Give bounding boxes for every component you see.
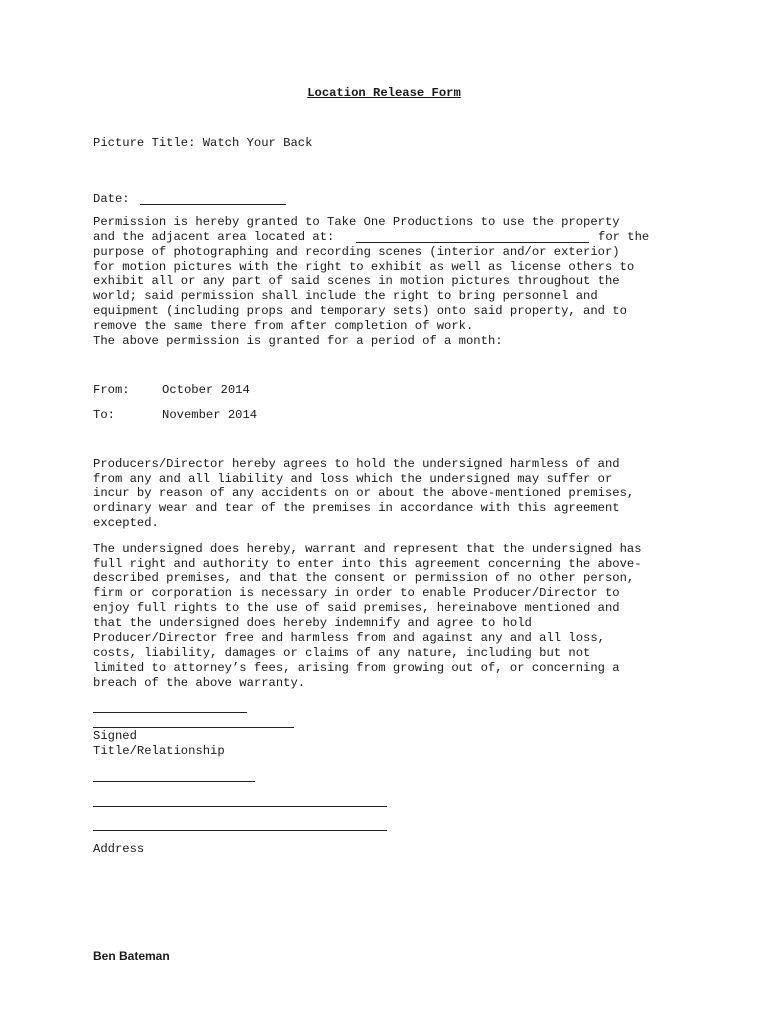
title-relationship-label: Title/Relationship	[93, 744, 225, 758]
permission-line-4: for motion pictures with the right to exhibit as well as license others to	[93, 260, 635, 274]
warrant-line-7: Producer/Director free and harmless from and against any and all loss,	[93, 631, 605, 645]
producer-line-2: from any and all liability and loss which the undersigned may suffer or	[93, 472, 613, 486]
to-label: To:	[93, 408, 115, 422]
from-value: October 2014	[162, 383, 250, 397]
document-title: Location Release Form	[307, 86, 461, 100]
producer-line-3: incur by reason of any accidents on or about the above-mentioned premises,	[93, 486, 635, 500]
warrant-line-2: full right and authority to enter into this agreement concerning the above-	[93, 557, 642, 571]
permission-line-6: world; said permission shall include the right to bring personnel and	[93, 289, 598, 303]
producer-line-5: excepted.	[93, 516, 159, 530]
signature-line-2	[93, 727, 294, 728]
picture-title: Picture Title: Watch Your Back	[93, 136, 313, 150]
from-label: From:	[93, 383, 130, 397]
signature-line-1	[93, 712, 247, 713]
producer-line-4: ordinary wear and tear of the premises in accordance with this agreement	[93, 501, 620, 515]
address-line-2	[93, 830, 387, 831]
permission-line-2: and the adjacent area located at:	[93, 230, 335, 244]
author-name: Ben Bateman	[93, 949, 170, 963]
address-label: Address	[93, 842, 145, 856]
warrant-line-3: described premises, and that the consent or permission of no other person,	[93, 571, 635, 585]
warrant-line-1: The undersigned does hereby, warrant and represent that the undersigned has	[93, 542, 642, 556]
permission-line-2-end: for the	[598, 230, 650, 244]
signed-label: Signed	[93, 729, 137, 743]
permission-line-8: remove the same there from after completion of work.	[93, 319, 474, 333]
permission-line-3: purpose of photographing and recording scenes (interior and/or exterior)	[93, 245, 620, 259]
permission-line-9: The above permission is granted for a period of a month:	[93, 334, 503, 348]
date-label: Date:	[93, 192, 130, 206]
warrant-line-9: limited to attorney’s fees, arising from growing out of, or concerning a	[93, 661, 620, 675]
warrant-line-5: enjoy full rights to the use of said premises, hereinabove mentioned and	[93, 601, 620, 615]
producer-line-1: Producers/Director hereby agrees to hold the undersigned harmless of and	[93, 457, 620, 471]
warrant-line-6: that the undersigned does hereby indemnify and agree to hold	[93, 616, 532, 630]
address-line-1	[93, 806, 387, 807]
to-value: November 2014	[162, 408, 258, 422]
warrant-line-4: firm or corporation is necessary in order to enable Producer/Director to	[93, 586, 620, 600]
location-address-line	[356, 242, 589, 243]
warrant-line-10: breach of the above warranty.	[93, 676, 306, 690]
permission-line-1: Permission is hereby granted to Take One Productions to use the property	[93, 215, 620, 229]
permission-line-7: equipment (including props and temporary sets) onto said property, and to	[93, 304, 627, 318]
permission-line-5: exhibit all or any part of said scenes in motion pictures throughout the	[93, 274, 620, 288]
warrant-line-8: costs, liability, damages or claims of any nature, including but not	[93, 646, 591, 660]
date-signature-line	[140, 204, 286, 205]
date-line-2	[93, 781, 255, 782]
